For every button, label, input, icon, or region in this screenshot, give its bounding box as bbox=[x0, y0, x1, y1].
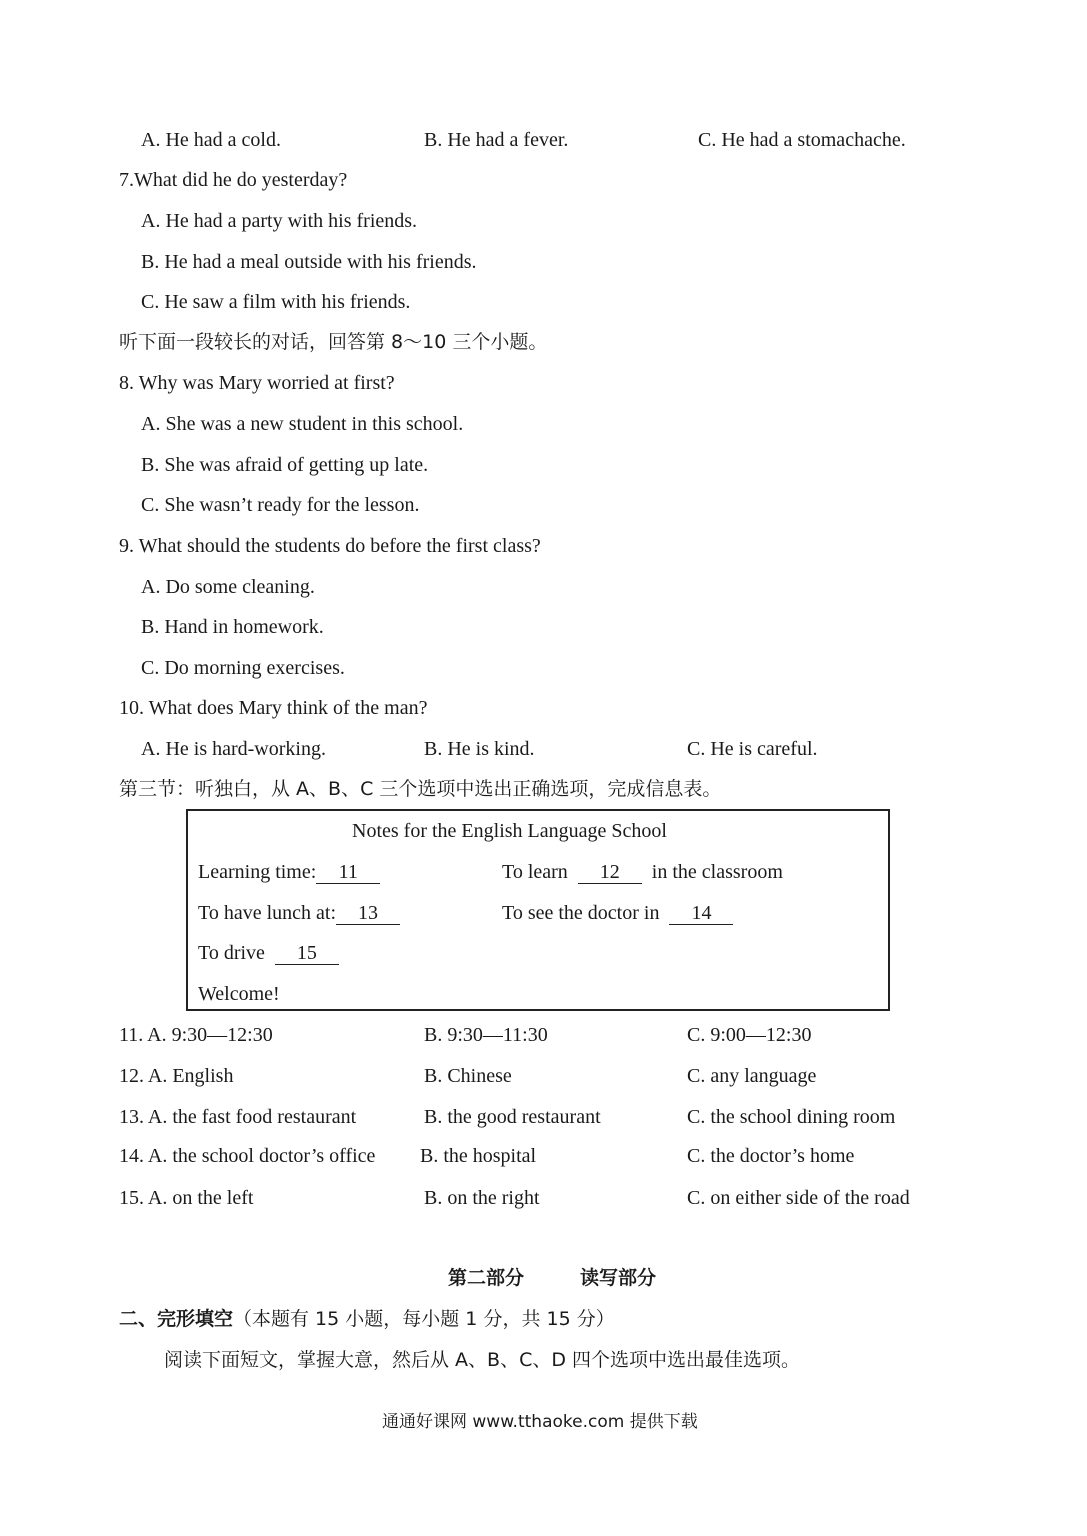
notes-welcome: Welcome! bbox=[198, 983, 280, 1005]
blank-15: 15 bbox=[275, 942, 339, 965]
q13-option-b: B. the good restaurant bbox=[424, 1106, 601, 1128]
notes-title: Notes for the English Language School bbox=[352, 820, 667, 842]
q15-option-b: B. on the right bbox=[424, 1187, 540, 1209]
blank-14: 14 bbox=[669, 902, 733, 925]
blank-12: 12 bbox=[578, 861, 642, 884]
part2-heading-left: 第二部分 bbox=[448, 1267, 525, 1289]
section3-instruction: 第三节：听独白，从 A、B、C 三个选项中选出正确选项，完成信息表。 bbox=[119, 778, 722, 800]
q10-option-b: B. He is kind. bbox=[424, 738, 535, 760]
q15-option-c: C. on either side of the road bbox=[687, 1187, 910, 1209]
q6-option-c: C. He had a stomachache. bbox=[698, 129, 906, 151]
q10-option-c: C. He is careful. bbox=[687, 738, 818, 760]
cloze-note: （本题有 15 小题，每小题 1 分，共 15 分） bbox=[233, 1308, 615, 1330]
q11-option-a: 11. A. 9:30—12:30 bbox=[119, 1024, 273, 1046]
to-learn-label: To learn bbox=[502, 861, 568, 883]
notes-drive bbox=[198, 941, 339, 965]
footer: 通通好课网 www.tthaoke.com 提供下载 bbox=[382, 1412, 698, 1432]
q14-option-b: B. the hospital bbox=[420, 1145, 537, 1167]
notes-doctor bbox=[502, 901, 733, 925]
q7-option-a: A. He had a party with his friends. bbox=[141, 210, 418, 232]
q10-option-a: A. He is hard-working. bbox=[141, 738, 326, 760]
lunch-label: To have lunch at: bbox=[198, 902, 336, 924]
q12-option-b: B. Chinese bbox=[424, 1065, 512, 1087]
q15-option-a: 15. A. on the left bbox=[119, 1187, 254, 1209]
q11-option-b: B. 9:30—11:30 bbox=[424, 1024, 548, 1046]
q8-option-c: C. She wasn’t ready for the lesson. bbox=[141, 494, 420, 516]
in-classroom-label: in the classroom bbox=[651, 861, 783, 883]
part2-heading-right: 读写部分 bbox=[580, 1267, 657, 1289]
q9-option-a: A. Do some cleaning. bbox=[141, 576, 315, 598]
q9-option-b: B. Hand in homework. bbox=[141, 616, 324, 638]
q11-option-c: C. 9:00—12:30 bbox=[687, 1024, 812, 1046]
q10-stem: 10. What does Mary think of the man? bbox=[119, 697, 428, 719]
drive-label: To drive bbox=[198, 942, 265, 964]
doctor-label: To see the doctor in bbox=[502, 902, 660, 924]
q12-option-a: 12. A. English bbox=[119, 1065, 234, 1087]
q14-option-c: C. the doctor’s home bbox=[687, 1145, 855, 1167]
cloze-heading-line bbox=[119, 1307, 615, 1331]
q8-option-a: A. She was a new student in this school. bbox=[141, 413, 464, 435]
q6-option-a: A. He had a cold. bbox=[141, 129, 281, 151]
instruction-8-10: 听下面一段较长的对话，回答第 8～10 三个小题。 bbox=[119, 331, 548, 353]
cloze-instruction: 阅读下面短文，掌握大意，然后从 A、B、C、D 四个选项中选出最佳选项。 bbox=[164, 1349, 801, 1371]
learning-time-label: Learning time: bbox=[198, 861, 317, 883]
q8-stem: 8. Why was Mary worried at first? bbox=[119, 372, 395, 394]
q7-option-b: B. He had a meal outside with his friends. bbox=[141, 251, 477, 273]
q6-option-b: B. He had a fever. bbox=[424, 129, 569, 151]
q13-option-c: C. the school dining room bbox=[687, 1106, 896, 1128]
q8-option-b: B. She was afraid of getting up late. bbox=[141, 454, 429, 476]
q7-option-c: C. He saw a film with his friends. bbox=[141, 291, 411, 313]
cloze-heading: 二、完形填空 bbox=[119, 1308, 234, 1330]
q9-option-c: C. Do morning exercises. bbox=[141, 657, 345, 679]
q7-stem: 7.What did he do yesterday? bbox=[119, 169, 348, 191]
q9-stem: 9. What should the students do before the first class? bbox=[119, 535, 541, 557]
notes-lunch bbox=[198, 901, 400, 925]
notes-learning-time bbox=[198, 860, 380, 884]
q13-option-a: 13. A. the fast food restaurant bbox=[119, 1106, 357, 1128]
notes-to-learn bbox=[502, 860, 783, 884]
blank-13: 13 bbox=[336, 902, 400, 925]
q12-option-c: C. any language bbox=[687, 1065, 817, 1087]
blank-11: 11 bbox=[316, 861, 380, 884]
q14-option-a: 14. A. the school doctor’s office bbox=[119, 1145, 376, 1167]
